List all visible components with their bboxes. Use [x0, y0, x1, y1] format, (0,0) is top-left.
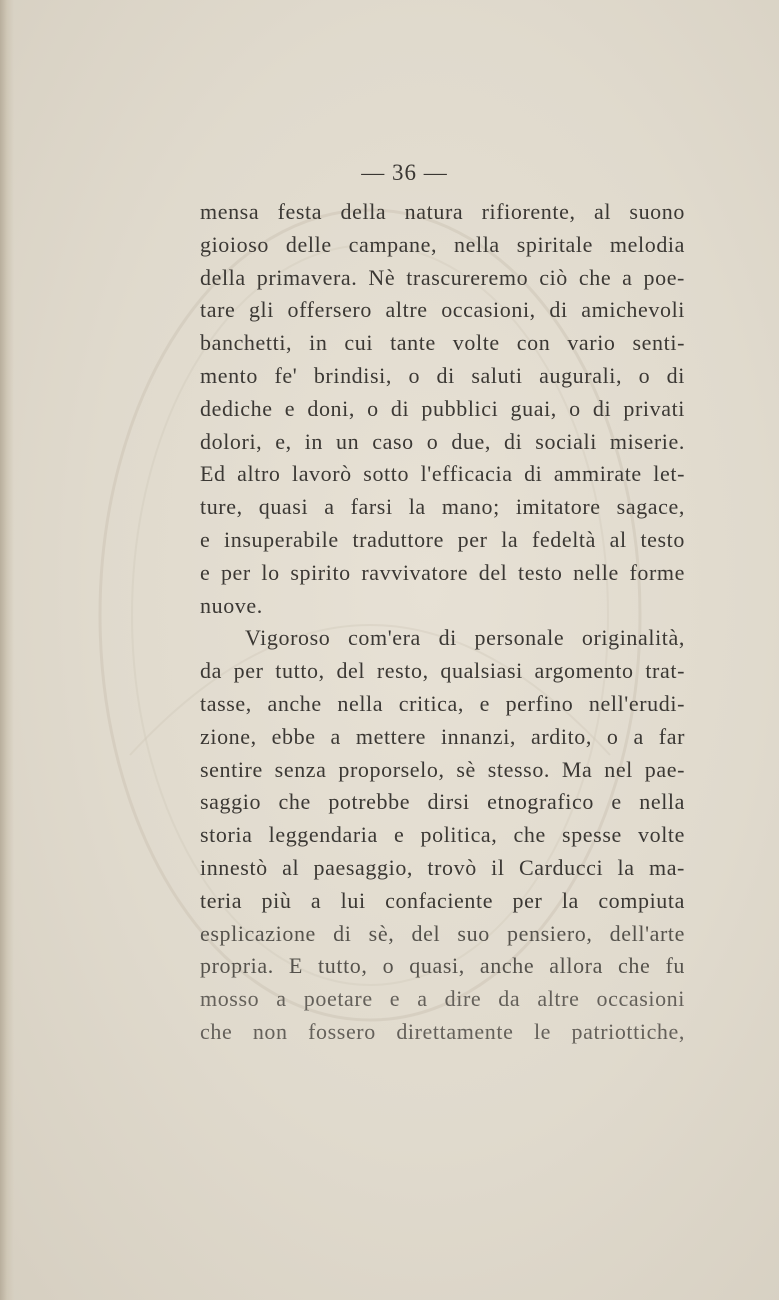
text-line: gioioso delle campane, nella spiritale melodia — [200, 231, 685, 257]
text-line: mento fe' brindisi, o di saluti augurali, o di — [200, 362, 685, 388]
text-line: Vigoroso com'era di personale originalità, — [245, 625, 685, 651]
text-line: e insuperabile traduttore per la fedeltà al testo — [200, 526, 685, 552]
text-line: nuove. — [200, 592, 263, 618]
text-line: propria. E tutto, o quasi, anche allora che fu — [200, 953, 685, 979]
text-line: Ed altro lavorò sotto l'efficacia di ammirate let- — [200, 461, 685, 487]
text-line: da per tutto, del resto, qualsiasi argomento trat- — [200, 658, 685, 684]
page-number — [0, 160, 779, 186]
text-line: banchetti, in cui tante volte con vario senti- — [200, 330, 685, 356]
text-line: della primavera. Nè trascureremo ciò che a poe- — [200, 264, 685, 290]
text-line: che non fossero direttamente le patriottiche, — [200, 1018, 685, 1044]
text-line: storia leggendaria e politica, che spesse volte — [200, 822, 685, 848]
text-line: mosso a poetare e a dire da altre occasioni — [200, 986, 685, 1012]
page-number-text: — 36 — — [361, 160, 448, 185]
text-line: dediche e doni, o di pubblici guai, o di privati — [200, 395, 685, 421]
text-line: teria più a lui confaciente per la compiuta — [200, 887, 685, 913]
body-text — [200, 196, 685, 1049]
text-line: mensa festa della natura rifiorente, al suono — [200, 199, 685, 224]
text-line: innestò al paesaggio, trovò il Carducci la ma- — [200, 854, 685, 880]
text-line: dolori, e, in un caso o due, di sociali miserie. — [200, 428, 685, 454]
text-line: tasse, anche nella critica, e perfino nell'erudi- — [200, 690, 685, 716]
text-line: zione, ebbe a mettere innanzi, ardito, o a far — [200, 723, 685, 749]
text-line: ture, quasi a farsi la mano; imitatore sagace, — [200, 494, 685, 520]
text-line: esplicazione di sè, del suo pensiero, dell'arte — [200, 920, 685, 946]
text-line: tare gli offersero altre occasioni, di amichevoli — [200, 297, 685, 323]
text-line: saggio che potrebbe dirsi etnografico e nella — [200, 789, 685, 815]
text-line: e per lo spirito ravvivatore del testo nelle forme — [200, 559, 685, 585]
text-line: sentire senza proporselo, sè stesso. Ma nel pae- — [200, 756, 685, 782]
page-binding-edge — [0, 0, 14, 1300]
